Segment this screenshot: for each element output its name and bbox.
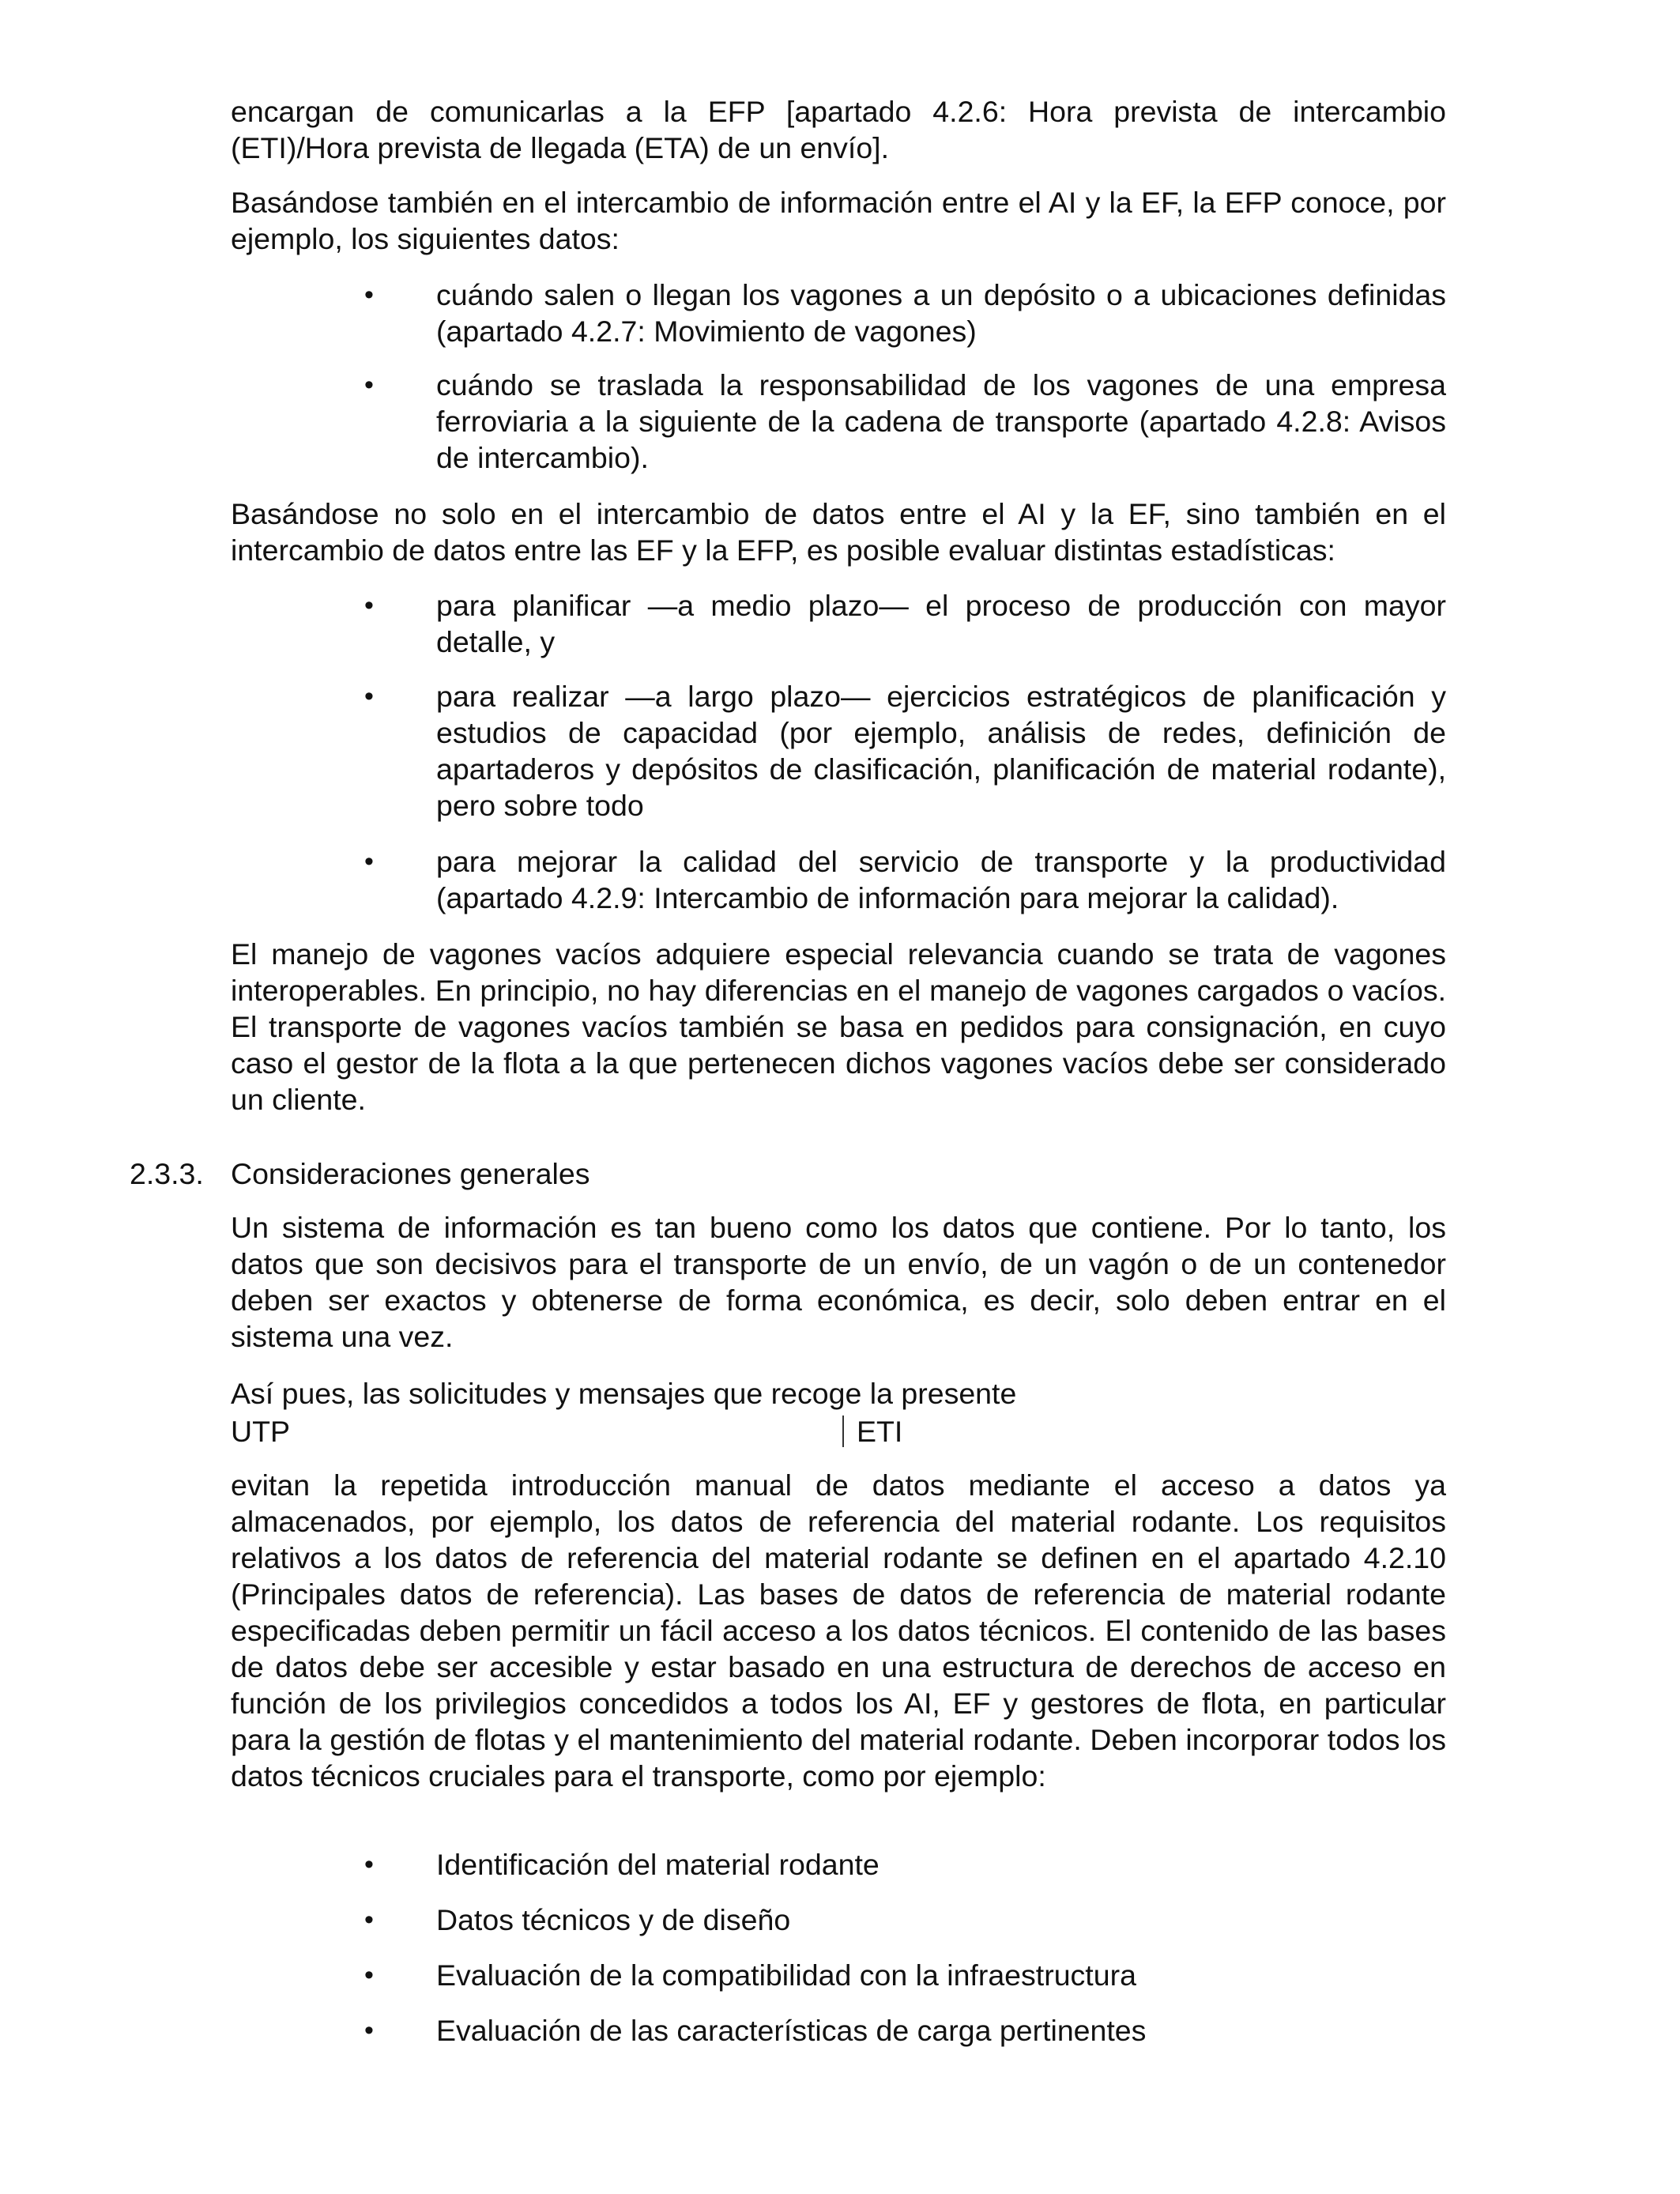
paragraph: encargan de comunicarlas a la EFP [apartado 4.2.6: Hora prevista de intercambio (ETI)/Hora prevista de llegada (ETA) de un envío].: [231, 95, 1446, 164]
bullet-icon: •: [364, 681, 374, 711]
list-item: Identificación del material rodante: [436, 1848, 880, 1881]
list-item: Datos técnicos y de diseño: [436, 1903, 791, 1936]
list-item: cuándo se traslada la responsabilidad de los vagones de una empresa ferroviaria a la siguiente de la cadena de transporte (apartado 4.2.8: Avisos de intercambio).: [436, 368, 1446, 474]
table-divider: [842, 1416, 844, 1447]
bullet-icon: •: [364, 280, 374, 310]
bullet-icon: •: [364, 1960, 374, 1990]
paragraph: Basándose no solo en el intercambio de datos entre el AI y la EF, sino también en el intercambio de datos entre las EF y la EFP, es posible evaluar distintas estadísticas:: [231, 497, 1446, 567]
paragraph: El manejo de vagones vacíos adquiere especial relevancia cuando se trata de vagones interoperables. En principio, no hay diferencias en el manejo de vagones cargados o vacíos. El transporte de vagones vacíos también se basa en pedidos para consignación, en cuyo caso el gestor de la flota a la que pertenecen dichos vagones vacíos debe ser considerado un cliente.: [231, 937, 1446, 1116]
paragraph: Basándose también en el intercambio de información entre el AI y la EF, la EFP conoce, por ejemplo, los siguientes datos:: [231, 186, 1446, 255]
bullet-icon: •: [364, 590, 374, 620]
paragraph: evitan la repetida introducción manual de datos mediante el acceso a datos ya almacenados, por ejemplo, los datos de referencia del material rodante. Los requisitos relativos a los datos de referencia del material rodante se definen en el apartado 4.2.10 (Principales datos de referencia). Las bases de datos de referencia de material rodante especificadas deben permitir un fácil acceso a los datos técnicos. El contenido de las bases de datos debe ser accesible y estar basado en una estructura de derechos de acceso en función de los privilegios concedidos a todos los AI, EF y gestores de flota, en particular para la gestión de flotas y el mantenimiento del material rodante. Deben incorporar todos los datos técnicos cruciales para el transporte, como por ejemplo:: [231, 1468, 1446, 1793]
paragraph: Un sistema de información es tan bueno como los datos que contiene. Por lo tanto, los datos que son decisivos para el transporte de un envío, de un vagón o de un contenedor deben ser exactos y obtenerse de forma económica, es decir, solo deben entrar en el sistema una vez.: [231, 1211, 1446, 1353]
list-item: Evaluación de las características de carga pertinentes: [436, 2014, 1147, 2047]
paragraph: Así pues, las solicitudes y mensajes que recoge la presente: [231, 1377, 1017, 1410]
list-item: para planificar —a medio plazo— el proceso de producción con mayor detalle, y: [436, 589, 1446, 658]
section-title: Consideraciones generales: [231, 1157, 590, 1190]
bullet-icon: •: [364, 1849, 374, 1879]
bullet-icon: •: [364, 1905, 374, 1935]
bullet-icon: •: [364, 846, 374, 876]
bullet-icon: •: [364, 370, 374, 400]
list-item: cuándo salen o llegan los vagones a un depósito o a ubicaciones definidas (apartado 4.2.7: Movimiento de vagones): [436, 278, 1446, 348]
bullet-icon: •: [364, 2015, 374, 2045]
list-item: Evaluación de la compatibilidad con la infraestructura: [436, 1958, 1136, 1992]
section-number: 2.3.3.: [130, 1157, 204, 1190]
table-cell-right: ETI: [857, 1415, 903, 1448]
list-item: para realizar —a largo plazo— ejercicios estratégicos de planificación y estudios de capacidad (por ejemplo, análisis de redes, definición de apartaderos y depósitos de clasificación, planificación de material rodante), pero sobre todo: [436, 680, 1446, 822]
list-item: para mejorar la calidad del servicio de transporte y la productividad (apartado 4.2.9: Intercambio de información para mejorar la calidad).: [436, 845, 1446, 914]
table-cell-left: UTP: [231, 1415, 290, 1448]
